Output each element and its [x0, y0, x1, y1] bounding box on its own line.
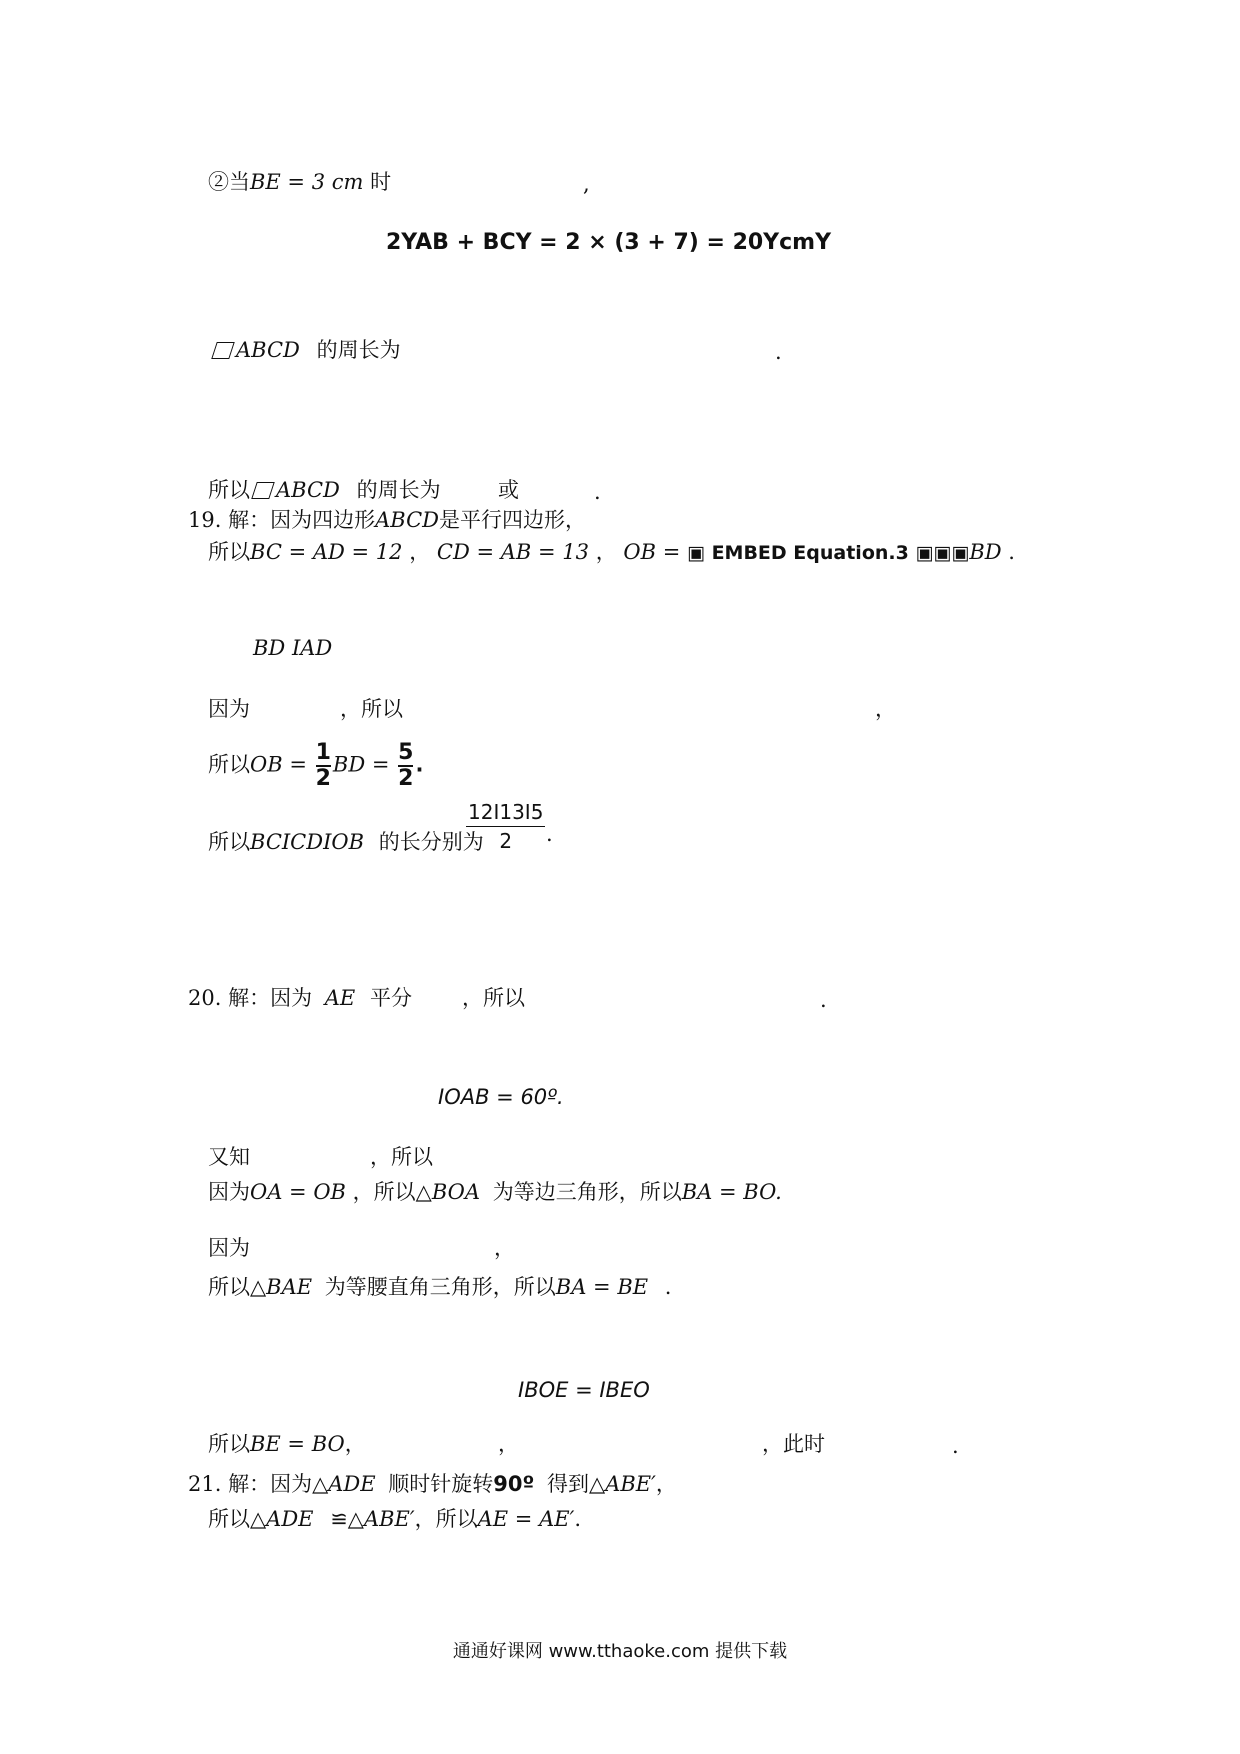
math-ob: OB =	[250, 752, 314, 777]
math-oa-ob: OA = OB	[250, 1180, 346, 1204]
math-be-3cm: BE = 3 cm	[250, 170, 364, 194]
text: 所以△	[208, 1275, 267, 1299]
text: 的周长为	[316, 338, 401, 362]
text: 时	[370, 170, 392, 194]
fraction-one-half	[316, 742, 331, 790]
text: 的长分别为	[378, 830, 484, 854]
math-abe-prime: ABE′	[605, 1472, 656, 1496]
text: ，	[595, 540, 617, 564]
text-so: ，所以	[340, 697, 403, 721]
text: 平分	[369, 986, 412, 1010]
punct: .	[775, 340, 782, 364]
text: 19. 解：因为四边形	[188, 508, 376, 532]
text: 21. 解：因为△	[188, 1472, 329, 1496]
line-lengths	[208, 830, 484, 855]
numerator: 1	[315, 740, 331, 765]
text: ≌△	[330, 1507, 364, 1531]
fraction-five-halves	[398, 742, 413, 790]
problem-19-heading	[188, 508, 586, 533]
math-bc-cd-ob: BCⅠCDⅠOB	[250, 830, 365, 854]
math-ae-ae-prime: AE = AE′	[477, 1507, 575, 1531]
denominator: 2	[315, 766, 331, 791]
math-bd-perp-ad: BD ⅠAD	[253, 636, 333, 660]
numerator: 12Ⅰ13Ⅰ5	[466, 800, 545, 827]
text-because: 因为	[208, 1236, 250, 1260]
fraction-lengths	[466, 800, 545, 853]
math-abcd: ABCD	[276, 478, 340, 502]
math-be-bo: BE = BO	[250, 1432, 345, 1456]
math-boa: BOA	[431, 1180, 481, 1204]
math-ba-be: BA = BE	[555, 1275, 649, 1299]
text-or: 或	[498, 478, 519, 502]
punct: ，	[494, 1236, 515, 1260]
text: 所以	[208, 752, 250, 777]
text: 所以	[208, 478, 250, 502]
text: ，所以△	[352, 1180, 432, 1204]
line-congruent	[208, 1507, 581, 1532]
math-bae: BAE	[266, 1275, 313, 1299]
text: 所以△	[208, 1507, 267, 1531]
text-at-this-time: ，此时	[762, 1432, 825, 1456]
punct: .	[820, 988, 827, 1012]
math-ade: ADE	[328, 1472, 376, 1496]
math-abcd: ABCD	[375, 508, 439, 532]
math-abe-prime: ABE′	[363, 1507, 415, 1531]
line-perimeter-label	[210, 338, 401, 363]
punct: ,	[583, 172, 590, 196]
math-90-deg: 90º	[493, 1472, 535, 1496]
parallelogram-icon	[251, 482, 275, 499]
math-cd-ab: CD = AB = 13	[436, 540, 590, 564]
denominator: 2	[398, 766, 414, 791]
denominator: 2	[499, 829, 513, 853]
math-ba-bo: BA = BO.	[681, 1180, 782, 1204]
text: 为等边三角形，所以	[492, 1180, 682, 1204]
punct: .	[952, 1434, 959, 1458]
text: ，	[344, 1432, 366, 1456]
text: 得到△	[547, 1472, 606, 1496]
text: .	[1008, 540, 1015, 564]
equation-perimeter: 2YAB + BCY = 2 × (3 + 7) = 20YcmY	[386, 230, 832, 255]
punct: .	[594, 480, 601, 504]
line-perimeter-result	[208, 478, 441, 503]
text: 所以	[208, 540, 250, 564]
punct: .	[415, 752, 424, 777]
text: ，	[655, 1472, 677, 1496]
text: .	[574, 1507, 582, 1531]
equation-angle-boe: ⅠBOE = ⅠBEO	[518, 1378, 650, 1402]
text: .	[664, 1275, 672, 1299]
text: 20. 解：因为	[188, 986, 313, 1010]
text: ，	[409, 540, 431, 564]
equation-angle-oab: ⅠOAB = 60º.	[438, 1085, 564, 1109]
text: 所以	[208, 1432, 250, 1456]
line-19-values	[208, 540, 1015, 565]
footer-source: 通通好课网 www.tthaoke.com 提供下载	[452, 1641, 788, 1662]
text: 因为	[208, 1180, 250, 1204]
math-ob: OB =	[623, 540, 687, 564]
punct: .	[546, 822, 553, 846]
parallelogram-icon	[211, 342, 235, 359]
line-be-bo	[208, 1432, 366, 1457]
math-ae: AE	[324, 986, 356, 1010]
embed-placeholder: ▣ EMBED Equation.3 ▣▣▣	[687, 542, 970, 564]
math-bd: BD =	[332, 752, 397, 777]
numerator: 5	[398, 740, 414, 765]
problem-20-heading	[188, 986, 412, 1011]
line-ob-value	[208, 742, 423, 790]
line-case-2	[208, 170, 391, 195]
problem-21-heading	[188, 1472, 677, 1497]
text: 是平行四边形，	[438, 508, 586, 532]
math-ade: ADE	[266, 1507, 314, 1531]
punct: ，	[498, 1432, 519, 1456]
text: 为等腰直角三角形，所以	[324, 1275, 556, 1299]
text: 的周长为	[356, 478, 441, 502]
text-so: ，所以	[370, 1145, 433, 1169]
math-abcd: ABCD	[236, 338, 300, 362]
text-so: ，所以	[462, 986, 525, 1010]
punct: ，	[875, 697, 896, 721]
text: ②当	[208, 170, 250, 194]
text: 所以	[208, 830, 250, 854]
text: 顺时针旋转	[388, 1472, 494, 1496]
text-because: 因为	[208, 697, 250, 721]
text: ，所以	[414, 1507, 478, 1531]
math-bc-ad: BC = AD = 12	[250, 540, 403, 564]
line-equilateral	[208, 1180, 782, 1205]
text-also-known: 又知	[208, 1145, 250, 1169]
line-isosceles	[208, 1275, 671, 1300]
math-bd: BD	[969, 540, 1002, 564]
